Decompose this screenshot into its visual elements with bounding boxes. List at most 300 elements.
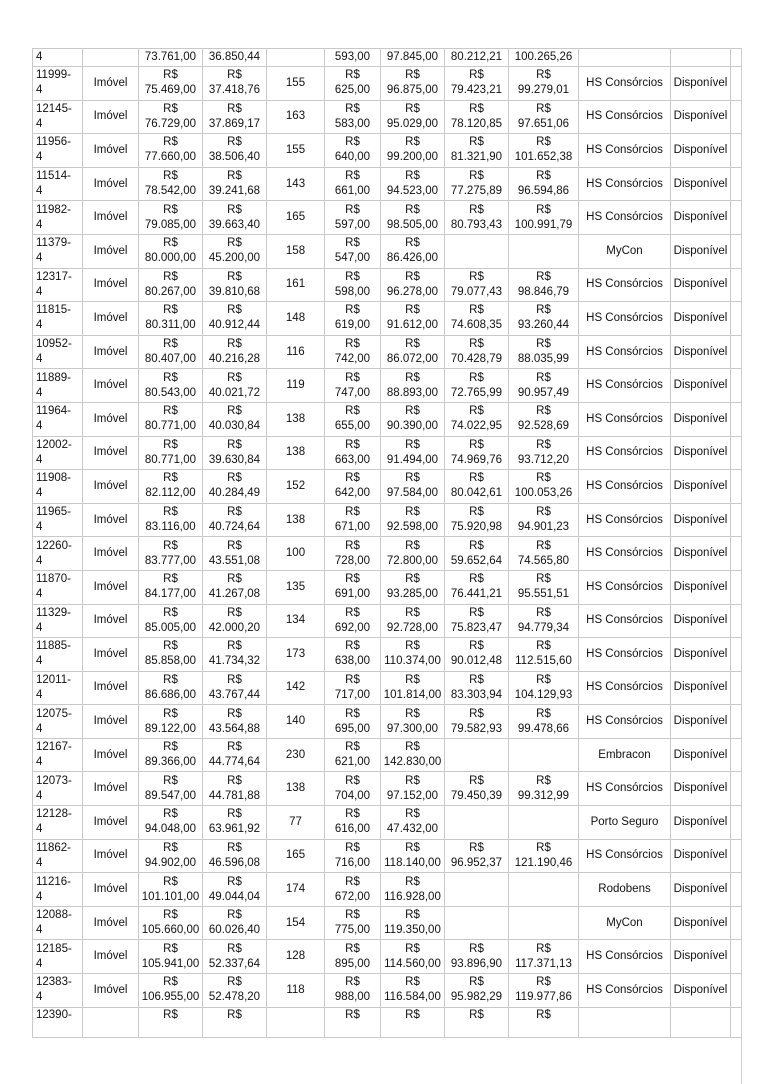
cell-entry: R$ 40.912,44 xyxy=(203,302,267,336)
cell-total: R$ 142.830,00 xyxy=(381,738,445,772)
cell-installment: R$ 597,00 xyxy=(325,201,381,235)
cell-type: Imóvel xyxy=(83,873,139,907)
cell-months: 148 xyxy=(267,302,325,336)
cell-extra xyxy=(731,671,742,705)
cell-admin: HS Consórcios xyxy=(579,974,671,1008)
cell-type: Imóvel xyxy=(83,671,139,705)
cell-entry: R$ 43.551,08 xyxy=(203,537,267,571)
table-row xyxy=(33,604,742,638)
cell-months: 138 xyxy=(267,436,325,470)
cell-status: Disponível xyxy=(671,302,731,336)
cell-col7 xyxy=(445,906,509,940)
cell-admin: HS Consórcios xyxy=(579,302,671,336)
cell-extra xyxy=(731,201,742,235)
cell-code: 11889- 4 xyxy=(33,369,83,403)
cell-total: R$ 97.584,00 xyxy=(381,470,445,504)
cell-code: 12383- 4 xyxy=(33,974,83,1008)
cell-type: Imóvel xyxy=(83,503,139,537)
cell-installment: R$ 988,00 xyxy=(325,974,381,1008)
cell-credit: R$ 80.407,00 xyxy=(139,335,203,369)
table-row xyxy=(33,940,742,974)
cell-admin: HS Consórcios xyxy=(579,67,671,101)
cell-entry: R$ 37.418,76 xyxy=(203,67,267,101)
cell-credit: R$ 77.660,00 xyxy=(139,134,203,168)
cell-entry: R$ 41.267,08 xyxy=(203,570,267,604)
cell-entry: R$ 44.781,88 xyxy=(203,772,267,806)
cell-admin: HS Consórcios xyxy=(579,369,671,403)
cell-months: 116 xyxy=(267,335,325,369)
cell-entry: 36.850,44 xyxy=(203,49,267,67)
cell-type xyxy=(83,49,139,67)
cell-extra xyxy=(731,537,742,571)
cell-type: Imóvel xyxy=(83,402,139,436)
table-row xyxy=(33,167,742,201)
cell-installment: R$ 619,00 xyxy=(325,302,381,336)
cell-months: 173 xyxy=(267,638,325,672)
cell-installment: R$ 717,00 xyxy=(325,671,381,705)
cell-code: 12260- 4 xyxy=(33,537,83,571)
cell-total: R$ 47.432,00 xyxy=(381,806,445,840)
cell-installment: R$ 704,00 xyxy=(325,772,381,806)
cell-total: R$ 86.072,00 xyxy=(381,335,445,369)
cell-installment: R$ 895,00 xyxy=(325,940,381,974)
cell-extra xyxy=(731,638,742,672)
cell-code: 11956- 4 xyxy=(33,134,83,168)
table-row xyxy=(33,738,742,772)
cell-months: 158 xyxy=(267,234,325,268)
cell-total: R$ 86.426,00 xyxy=(381,234,445,268)
cell-admin: Porto Seguro xyxy=(579,806,671,840)
cell-extra xyxy=(731,49,742,67)
cell-col8: R$ 94.901,23 xyxy=(509,503,579,537)
cell-extra xyxy=(731,335,742,369)
cell-col8: R$ 96.594,86 xyxy=(509,167,579,201)
cell-col8: R$ 99.312,99 xyxy=(509,772,579,806)
cell-months: 138 xyxy=(267,402,325,436)
cell-installment: R$ 655,00 xyxy=(325,402,381,436)
cell-type: Imóvel xyxy=(83,134,139,168)
cell-code: 12390- xyxy=(33,1007,83,1037)
cell-total: R$ 96.278,00 xyxy=(381,268,445,302)
cell-months: 230 xyxy=(267,738,325,772)
cell-total: R$ 116.584,00 xyxy=(381,974,445,1008)
cell-months: 165 xyxy=(267,201,325,235)
cell-status: Disponível xyxy=(671,100,731,134)
cell-type: Imóvel xyxy=(83,940,139,974)
cell-months: 77 xyxy=(267,806,325,840)
cell-col7: R$ 76.441,21 xyxy=(445,570,509,604)
cell-installment: R$ 598,00 xyxy=(325,268,381,302)
cell-code: 11999- 4 xyxy=(33,67,83,101)
cell-code: 12128- 4 xyxy=(33,806,83,840)
cell-credit: R$ 85.005,00 xyxy=(139,604,203,638)
cell-admin: HS Consórcios xyxy=(579,402,671,436)
cell-admin: HS Consórcios xyxy=(579,940,671,974)
cell-credit: R$ 80.771,00 xyxy=(139,436,203,470)
cell-admin: MyCon xyxy=(579,906,671,940)
cell-type: Imóvel xyxy=(83,604,139,638)
cell-admin: Embracon xyxy=(579,738,671,772)
cell-installment: R$ 692,00 xyxy=(325,604,381,638)
cell-admin xyxy=(579,49,671,67)
cell-extra xyxy=(731,100,742,134)
cell xyxy=(731,1007,742,1037)
cell-status: Disponível xyxy=(671,67,731,101)
cell-col7: R$ 75.920,98 xyxy=(445,503,509,537)
cell-installment: R$ 616,00 xyxy=(325,806,381,840)
cell-total: R$ 118.140,00 xyxy=(381,839,445,873)
cell-type: Imóvel xyxy=(83,268,139,302)
cell-status: Disponível xyxy=(671,638,731,672)
cell-months: 155 xyxy=(267,67,325,101)
cell: R$ xyxy=(445,1007,509,1037)
cell-entry: R$ 39.241,68 xyxy=(203,167,267,201)
cell-admin: HS Consórcios xyxy=(579,671,671,705)
cell: R$ xyxy=(509,1007,579,1037)
cell-credit: R$ 80.000,00 xyxy=(139,234,203,268)
cell-col8: R$ 100.053,26 xyxy=(509,470,579,504)
cell-credit: R$ 78.542,00 xyxy=(139,167,203,201)
cell-installment: R$ 625,00 xyxy=(325,67,381,101)
cell-col8 xyxy=(509,873,579,907)
cell-total: R$ 119.350,00 xyxy=(381,906,445,940)
cell-extra xyxy=(731,503,742,537)
cell-extra xyxy=(731,705,742,739)
cell-col8: 100.265,26 xyxy=(509,49,579,67)
cell-admin: HS Consórcios xyxy=(579,134,671,168)
cell-admin: HS Consórcios xyxy=(579,201,671,235)
cell-extra xyxy=(731,268,742,302)
cell-total: R$ 116.928,00 xyxy=(381,873,445,907)
table-row xyxy=(33,772,742,806)
cell-extra xyxy=(731,470,742,504)
cell-type: Imóvel xyxy=(83,906,139,940)
cell-col8 xyxy=(509,806,579,840)
cell-col7: R$ 72.765,99 xyxy=(445,369,509,403)
table-row xyxy=(33,638,742,672)
cell-entry: R$ 38.506,40 xyxy=(203,134,267,168)
cell-status: Disponível xyxy=(671,806,731,840)
table-row xyxy=(33,470,742,504)
cell-col8: R$ 104.129,93 xyxy=(509,671,579,705)
cell-type: Imóvel xyxy=(83,638,139,672)
cell-entry: R$ 39.810,68 xyxy=(203,268,267,302)
cell-type: Imóvel xyxy=(83,470,139,504)
cell-status: Disponível xyxy=(671,369,731,403)
cell-credit: R$ 101.101,00 xyxy=(139,873,203,907)
consorcio-table xyxy=(32,48,742,1038)
cell-col8: R$ 98.846,79 xyxy=(509,268,579,302)
cell-months: 174 xyxy=(267,873,325,907)
cell-col7 xyxy=(445,806,509,840)
cell-installment: R$ 716,00 xyxy=(325,839,381,873)
cell-extra xyxy=(731,738,742,772)
cell-credit: R$ 80.771,00 xyxy=(139,402,203,436)
table-row xyxy=(33,974,742,1008)
cell-status: Disponível xyxy=(671,167,731,201)
cell-code: 11216- 4 xyxy=(33,873,83,907)
table-row xyxy=(33,436,742,470)
cell-installment: R$ 621,00 xyxy=(325,738,381,772)
cell-total: R$ 110.374,00 xyxy=(381,638,445,672)
cell-total: R$ 72.800,00 xyxy=(381,537,445,571)
cell-months: 155 xyxy=(267,134,325,168)
cell-code: 11862- 4 xyxy=(33,839,83,873)
cell-type: Imóvel xyxy=(83,234,139,268)
cell-status: Disponível xyxy=(671,503,731,537)
cell-col7: R$ 80.793,43 xyxy=(445,201,509,235)
cell-col8: R$ 119.977,86 xyxy=(509,974,579,1008)
cell-credit: 73.761,00 xyxy=(139,49,203,67)
cell-extra xyxy=(731,369,742,403)
cell-total: R$ 94.523,00 xyxy=(381,167,445,201)
cell-code: 11964- 4 xyxy=(33,402,83,436)
page-edge-line xyxy=(741,48,742,1084)
cell-entry: R$ 52.337,64 xyxy=(203,940,267,974)
cell-status: Disponível xyxy=(671,839,731,873)
cell-code: 11329- 4 xyxy=(33,604,83,638)
cell-admin: HS Consórcios xyxy=(579,503,671,537)
table-row xyxy=(33,839,742,873)
cell-entry: R$ 46.596,08 xyxy=(203,839,267,873)
cell-installment: R$ 672,00 xyxy=(325,873,381,907)
cell-credit: R$ 105.660,00 xyxy=(139,906,203,940)
cell-credit: R$ 82.112,00 xyxy=(139,470,203,504)
cell-total: R$ 90.390,00 xyxy=(381,402,445,436)
cell-col7: R$ 74.022,95 xyxy=(445,402,509,436)
cell-total: R$ 88.893,00 xyxy=(381,369,445,403)
cell-months: 161 xyxy=(267,268,325,302)
cell-admin: HS Consórcios xyxy=(579,470,671,504)
cell-credit: R$ 80.543,00 xyxy=(139,369,203,403)
cell-months: 134 xyxy=(267,604,325,638)
cell-col7: R$ 78.120,85 xyxy=(445,100,509,134)
cell-extra xyxy=(731,67,742,101)
cell-admin: HS Consórcios xyxy=(579,772,671,806)
cell-installment: R$ 728,00 xyxy=(325,537,381,571)
cell-installment: R$ 775,00 xyxy=(325,906,381,940)
cell-credit: R$ 83.116,00 xyxy=(139,503,203,537)
cell-col8: R$ 112.515,60 xyxy=(509,638,579,672)
cell-type: Imóvel xyxy=(83,369,139,403)
cell-extra xyxy=(731,167,742,201)
cell-code: 12002- 4 xyxy=(33,436,83,470)
cell-entry: R$ 60.026,40 xyxy=(203,906,267,940)
cell-months: 163 xyxy=(267,100,325,134)
table-row xyxy=(33,873,742,907)
cell-admin: HS Consórcios xyxy=(579,167,671,201)
cell-col7: R$ 70.428,79 xyxy=(445,335,509,369)
cell-status: Disponível xyxy=(671,738,731,772)
cell-installment: R$ 747,00 xyxy=(325,369,381,403)
cell-code: 11514- 4 xyxy=(33,167,83,201)
cell-installment: R$ 642,00 xyxy=(325,470,381,504)
cell-status: Disponível xyxy=(671,974,731,1008)
cell-installment: R$ 547,00 xyxy=(325,234,381,268)
cell-installment: R$ 691,00 xyxy=(325,570,381,604)
cell: R$ xyxy=(203,1007,267,1037)
cell-installment: R$ 661,00 xyxy=(325,167,381,201)
cell-extra xyxy=(731,604,742,638)
cell-col8 xyxy=(509,234,579,268)
table-row xyxy=(33,49,742,67)
cell-type: Imóvel xyxy=(83,302,139,336)
cell-admin: HS Consórcios xyxy=(579,436,671,470)
cell-code: 11908- 4 xyxy=(33,470,83,504)
cell-status: Disponível xyxy=(671,537,731,571)
table-row xyxy=(33,906,742,940)
cell-col8: R$ 99.279,01 xyxy=(509,67,579,101)
table-row xyxy=(33,537,742,571)
cell-extra xyxy=(731,806,742,840)
cell-status: Disponível xyxy=(671,873,731,907)
cell-credit: R$ 89.547,00 xyxy=(139,772,203,806)
cell-admin: HS Consórcios xyxy=(579,705,671,739)
cell-code: 11982- 4 xyxy=(33,201,83,235)
cell-total: R$ 97.152,00 xyxy=(381,772,445,806)
cell-credit: R$ 89.122,00 xyxy=(139,705,203,739)
cell-col7: R$ 79.077,43 xyxy=(445,268,509,302)
cell-extra xyxy=(731,974,742,1008)
cell-type: Imóvel xyxy=(83,839,139,873)
cell-status: Disponível xyxy=(671,470,731,504)
cell-admin: HS Consórcios xyxy=(579,537,671,571)
cell-status: Disponível xyxy=(671,201,731,235)
cell-months: 142 xyxy=(267,671,325,705)
cell-code: 10952- 4 xyxy=(33,335,83,369)
cell-status: Disponível xyxy=(671,570,731,604)
table-row xyxy=(33,67,742,101)
cell-code: 12011- 4 xyxy=(33,671,83,705)
cell-entry: R$ 39.663,40 xyxy=(203,201,267,235)
cell-col8: R$ 99.478,66 xyxy=(509,705,579,739)
cell-credit: R$ 79.085,00 xyxy=(139,201,203,235)
cell-extra xyxy=(731,436,742,470)
cell xyxy=(671,1007,731,1037)
cell-col7 xyxy=(445,873,509,907)
cell-entry: R$ 40.030,84 xyxy=(203,402,267,436)
cell-total: R$ 98.505,00 xyxy=(381,201,445,235)
cell-admin: Rodobens xyxy=(579,873,671,907)
cell-entry: R$ 42.000,20 xyxy=(203,604,267,638)
cell-months: 154 xyxy=(267,906,325,940)
cell-admin: HS Consórcios xyxy=(579,570,671,604)
cell-code: 11815- 4 xyxy=(33,302,83,336)
cell-col8: R$ 94.779,34 xyxy=(509,604,579,638)
cell-admin: HS Consórcios xyxy=(579,839,671,873)
cell-entry: R$ 43.767,44 xyxy=(203,671,267,705)
cell-col7 xyxy=(445,738,509,772)
cell-entry: R$ 41.734,32 xyxy=(203,638,267,672)
cell-admin: HS Consórcios xyxy=(579,604,671,638)
cell-status xyxy=(671,49,731,67)
cell-col7 xyxy=(445,234,509,268)
cell-col8: R$ 92.528,69 xyxy=(509,402,579,436)
cell-col7: R$ 95.982,29 xyxy=(445,974,509,1008)
cell-admin: MyCon xyxy=(579,234,671,268)
cell-entry: R$ 39.630,84 xyxy=(203,436,267,470)
cell-type: Imóvel xyxy=(83,806,139,840)
cell-status: Disponível xyxy=(671,906,731,940)
cell-credit: R$ 83.777,00 xyxy=(139,537,203,571)
cell-col7: 80.212,21 xyxy=(445,49,509,67)
cell-col7: R$ 90.012,48 xyxy=(445,638,509,672)
cell-credit: R$ 86.686,00 xyxy=(139,671,203,705)
cell-extra xyxy=(731,906,742,940)
cell-col8: R$ 117.371,13 xyxy=(509,940,579,974)
cell-code: 11885- 4 xyxy=(33,638,83,672)
cell-total: 97.845,00 xyxy=(381,49,445,67)
cell-months: 118 xyxy=(267,974,325,1008)
table-row xyxy=(33,268,742,302)
cell-installment: R$ 742,00 xyxy=(325,335,381,369)
cell-col7: R$ 77.275,89 xyxy=(445,167,509,201)
table-row xyxy=(33,671,742,705)
cell-col7: R$ 74.608,35 xyxy=(445,302,509,336)
cell-type: Imóvel xyxy=(83,100,139,134)
cell-total: R$ 101.814,00 xyxy=(381,671,445,705)
cell-credit: R$ 94.902,00 xyxy=(139,839,203,873)
cell-entry: R$ 40.284,49 xyxy=(203,470,267,504)
cell-col8: R$ 100.991,79 xyxy=(509,201,579,235)
cell-col8: R$ 97.651,06 xyxy=(509,100,579,134)
cell-col7: R$ 59.652,64 xyxy=(445,537,509,571)
cell-months: 152 xyxy=(267,470,325,504)
cell-status: Disponível xyxy=(671,402,731,436)
cell-col7: R$ 96.952,37 xyxy=(445,839,509,873)
table-row xyxy=(33,134,742,168)
cell-months xyxy=(267,49,325,67)
cell-entry: R$ 63.961,92 xyxy=(203,806,267,840)
cell-code: 12167- 4 xyxy=(33,738,83,772)
cell-code: 12185- 4 xyxy=(33,940,83,974)
cell-months: 135 xyxy=(267,570,325,604)
cell-col8: R$ 95.551,51 xyxy=(509,570,579,604)
cell-extra xyxy=(731,570,742,604)
cell-months: 100 xyxy=(267,537,325,571)
table-row xyxy=(33,806,742,840)
cell-credit: R$ 105.941,00 xyxy=(139,940,203,974)
cell-admin: HS Consórcios xyxy=(579,268,671,302)
cell-type: Imóvel xyxy=(83,201,139,235)
cell-credit: R$ 75.469,00 xyxy=(139,67,203,101)
cell-col8 xyxy=(509,906,579,940)
cell-col8 xyxy=(509,738,579,772)
cell-status: Disponível xyxy=(671,268,731,302)
table-row xyxy=(33,705,742,739)
cell-extra xyxy=(731,772,742,806)
cell-code: 4 xyxy=(33,49,83,67)
cell-type: Imóvel xyxy=(83,738,139,772)
cell-entry: R$ 40.724,64 xyxy=(203,503,267,537)
cell-extra xyxy=(731,234,742,268)
cell: R$ xyxy=(325,1007,381,1037)
cell-extra xyxy=(731,302,742,336)
cell-col8: R$ 93.712,20 xyxy=(509,436,579,470)
table-row xyxy=(33,570,742,604)
cell: R$ xyxy=(139,1007,203,1037)
cell-code: 12145- 4 xyxy=(33,100,83,134)
cell-status: Disponível xyxy=(671,134,731,168)
cell-extra xyxy=(731,940,742,974)
cell-total: R$ 99.200,00 xyxy=(381,134,445,168)
cell-code: 12075- 4 xyxy=(33,705,83,739)
cell-credit: R$ 89.366,00 xyxy=(139,738,203,772)
cell-code: 11379- 4 xyxy=(33,234,83,268)
cell-code: 12088- 4 xyxy=(33,906,83,940)
cell-type: Imóvel xyxy=(83,772,139,806)
cell-col7: R$ 83.303,94 xyxy=(445,671,509,705)
